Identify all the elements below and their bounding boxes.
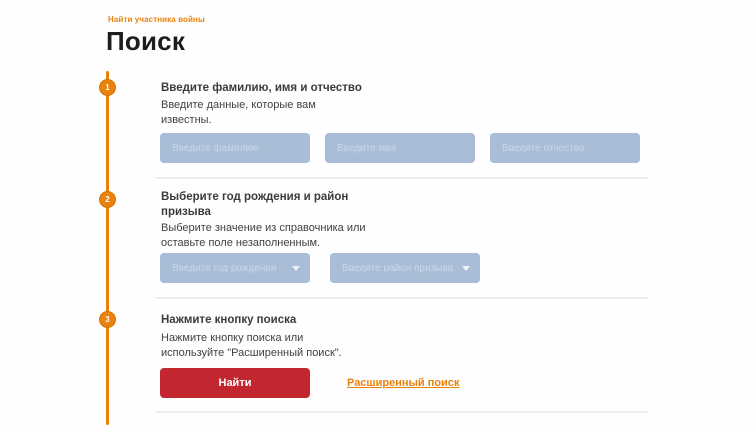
birth-year-dropdown[interactable]	[160, 253, 310, 283]
step-3-title: Нажмите кнопку поиска	[161, 314, 297, 326]
step-2-badge: 2	[99, 191, 116, 208]
section-divider	[155, 177, 648, 179]
step-3-badge: 3	[99, 311, 116, 328]
search-button[interactable]: Найти	[160, 368, 310, 398]
draft-district-dropdown-label: Введите район призыва	[342, 262, 454, 274]
surname-input[interactable]	[160, 133, 310, 163]
step-2-description: Выберите значение из справочника или оставьте поле незаполненным.	[161, 222, 366, 249]
patronymic-input[interactable]	[490, 133, 640, 163]
name-fields-row	[160, 133, 640, 163]
breadcrumb[interactable]: Найти участника войны	[108, 15, 205, 24]
step-2-title: Выберите год рождения и район призыва	[161, 191, 349, 218]
birth-year-dropdown-label: Введите год рождения	[172, 262, 277, 274]
page-title: Поиск	[106, 26, 186, 56]
chevron-down-icon	[292, 266, 300, 271]
firstname-input[interactable]	[325, 133, 475, 163]
draft-district-dropdown[interactable]	[330, 253, 480, 283]
chevron-down-icon	[462, 266, 470, 271]
step-1-title: Введите фамилию, имя и отчество	[161, 82, 362, 94]
actions-row	[160, 368, 459, 398]
step-3-description: Нажмите кнопку поиска или используйте "Расширенный поиск".	[161, 332, 342, 359]
reference-fields-row	[160, 253, 480, 283]
section-divider	[155, 411, 648, 413]
step-1-badge: 1	[99, 79, 116, 96]
step-1-description: Введите данные, которые вам известны.	[161, 99, 316, 126]
section-divider	[155, 297, 648, 299]
advanced-search-link[interactable]: Расширенный поиск	[347, 377, 460, 389]
timeline-line	[106, 71, 109, 425]
